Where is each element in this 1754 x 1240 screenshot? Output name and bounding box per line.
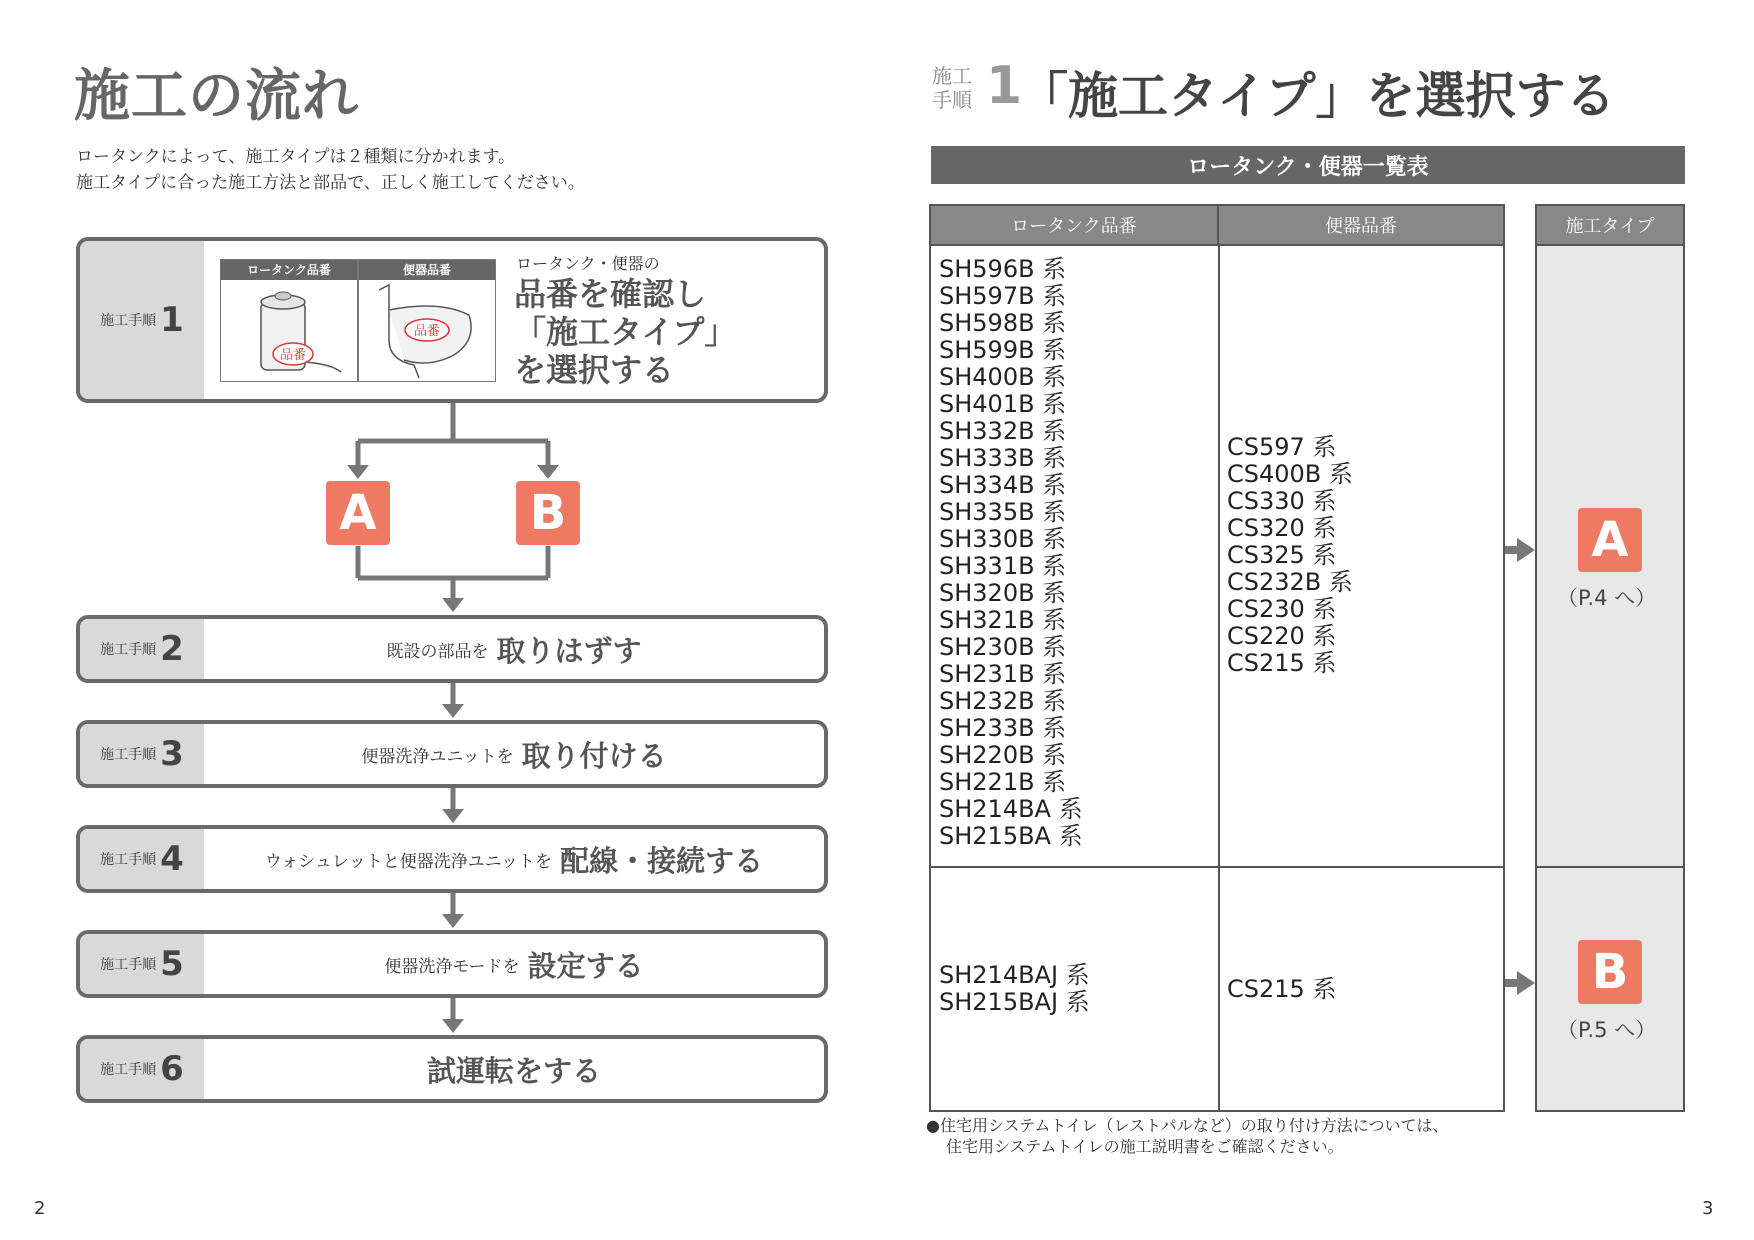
- step-1-main-line-3: を選択する: [514, 351, 675, 389]
- row-divider: [931, 866, 1503, 868]
- step-word: 施工手順: [100, 957, 157, 973]
- tank-model-item: SH215BA 系: [939, 822, 1083, 850]
- step-number: 1: [160, 300, 184, 340]
- row-a-page-ref: （P.4 へ）: [1557, 586, 1657, 610]
- step-word: 施工手順: [100, 642, 157, 658]
- tank-model-item: SH334B 系: [939, 471, 1067, 499]
- tank-panel-header: ロータンク品番: [221, 260, 357, 280]
- step-4-main: 配線・接続する: [560, 843, 764, 878]
- type-b-badge: B: [516, 481, 580, 545]
- bowl-model-item: CS232B 系: [1227, 568, 1353, 596]
- row-a-type-badge: A: [1578, 508, 1642, 572]
- page-title: 施工の流れ: [74, 64, 359, 129]
- tank-model-item: SH214BAJ 系: [939, 961, 1090, 989]
- tank-model-item: SH220B 系: [939, 741, 1067, 769]
- tank-model-item: SH215BAJ 系: [939, 988, 1090, 1016]
- type-row-divider: [1537, 866, 1683, 868]
- step-3-box: [76, 720, 828, 788]
- row-a-bowl-list: [1227, 434, 1353, 677]
- table-title-bar: ロータンク・便器一覧表: [931, 146, 1685, 184]
- tank-model-item: SH598B 系: [939, 309, 1067, 337]
- tank-model-item: SH221B 系: [939, 768, 1067, 796]
- row-b-page-ref: （P.5 へ）: [1557, 1018, 1657, 1042]
- bowl-panel-header: 便器品番: [359, 260, 495, 280]
- row-b-tank-list: [939, 962, 1090, 1016]
- row-b-bowl-list: [1227, 976, 1336, 1003]
- tank-model-item: SH321B 系: [939, 606, 1067, 634]
- step-word: 施工手順: [100, 747, 157, 763]
- tank-model-item: SH596B 系: [939, 255, 1067, 283]
- step-word: 施工手順: [100, 852, 157, 868]
- step-number: 3: [160, 734, 184, 774]
- tank-callout: 品番: [279, 348, 307, 363]
- step-1-subtext: ロータンク・便器の: [516, 254, 660, 273]
- column-divider: [1218, 246, 1220, 1110]
- row-b-arrow-icon: [1505, 968, 1537, 998]
- step-1-main-line-2: 「施工タイプ」: [514, 313, 737, 351]
- tank-model-item: SH232B 系: [939, 687, 1067, 715]
- column-header-type: 施工タイプ: [1537, 206, 1683, 246]
- tank-model-item: SH597B 系: [939, 282, 1067, 310]
- intro-line-2: 施工タイプに合った施工方法と部品で、正しく施工してください。: [76, 173, 585, 193]
- heading-step-word-2: 手順: [932, 88, 972, 112]
- tank-model-item: SH330B 系: [939, 525, 1067, 553]
- tank-model-item: SH333B 系: [939, 444, 1067, 472]
- row-a-arrow-icon: [1505, 535, 1537, 565]
- column-header-bowl: 便器品番: [1219, 206, 1503, 246]
- heading-step-word-1: 施工: [932, 64, 972, 88]
- footnote-line-2: 住宅用システムトイレの施工説明書をご確認ください。: [946, 1137, 1344, 1156]
- step-2-pre: 既設の部品を: [386, 641, 489, 662]
- step-1-main-line-1: 品番を確認し: [514, 275, 707, 313]
- bowl-model-item: CS230 系: [1227, 595, 1337, 623]
- step-5-main: 設定する: [527, 948, 644, 983]
- step-number: 2: [160, 629, 184, 669]
- footnote-line-1: ●住宅用システムトイレ（レストパルなど）の取り付け方法については、: [926, 1116, 1449, 1135]
- column-header-tank: ロータンク品番: [931, 206, 1219, 246]
- bowl-model-item: CS320 系: [1227, 514, 1337, 542]
- type-column: [1535, 204, 1685, 1112]
- step-number: 5: [160, 944, 184, 984]
- tank-model-item: SH332B 系: [939, 417, 1067, 445]
- tank-model-item: SH335B 系: [939, 498, 1067, 526]
- tank-model-item: SH320B 系: [939, 579, 1067, 607]
- step-3-main: 取り付ける: [521, 738, 667, 773]
- heading-step-number: 1: [986, 56, 1023, 116]
- step-number: 4: [160, 839, 184, 879]
- step-5-pre: 便器洗浄モードを: [384, 956, 520, 977]
- tank-model-item: SH331B 系: [939, 552, 1067, 580]
- tank-model-item: SH599B 系: [939, 336, 1067, 364]
- step-4-box: [76, 825, 828, 893]
- tank-model-item: SH230B 系: [939, 633, 1067, 661]
- bowl-model-item: CS220 系: [1227, 622, 1337, 650]
- tank-model-item: SH400B 系: [939, 363, 1067, 391]
- step-2-main: 取りはずす: [496, 633, 642, 668]
- bowl-model-item: CS400B 系: [1227, 460, 1353, 488]
- step-6-main: 試運転をする: [426, 1053, 601, 1088]
- product-table: [929, 204, 1505, 1112]
- row-a-tank-list: [939, 256, 1083, 850]
- tank-model-item: SH401B 系: [939, 390, 1067, 418]
- heading-title: 「施工タイプ」を選択する: [1018, 67, 1616, 125]
- row-b-type-badge: B: [1578, 940, 1642, 1004]
- bowl-model-item: CS597 系: [1227, 433, 1337, 461]
- tank-model-item: SH214BA 系: [939, 795, 1083, 823]
- bowl-model-item: CS330 系: [1227, 487, 1337, 515]
- bowl-model-item: CS215 系: [1227, 649, 1337, 677]
- type-a-badge: A: [326, 481, 390, 545]
- bowl-callout: 品番: [413, 324, 441, 339]
- bowl-model-item: CS325 系: [1227, 541, 1337, 569]
- page-number-right: 3: [1702, 1198, 1714, 1219]
- step-number: 6: [160, 1049, 184, 1089]
- bowl-model-item: CS215 系: [1227, 975, 1337, 1003]
- step-word: 施工手順: [100, 1062, 157, 1078]
- tank-model-item: SH231B 系: [939, 660, 1067, 688]
- intro-line-1: ロータンクによって、施工タイプは２種類に分かれます。: [76, 147, 516, 167]
- step-2-box: [76, 615, 828, 683]
- step-3-pre: 便器洗浄ユニットを: [361, 746, 514, 767]
- step-word: 施工手順: [100, 313, 157, 329]
- step-4-pre: ウォシュレットと便器洗浄ユニットを: [264, 851, 553, 872]
- step-5-box: [76, 930, 828, 998]
- step-6-box: [76, 1035, 828, 1103]
- page-number-left: 2: [34, 1198, 46, 1219]
- tank-model-item: SH233B 系: [939, 714, 1067, 742]
